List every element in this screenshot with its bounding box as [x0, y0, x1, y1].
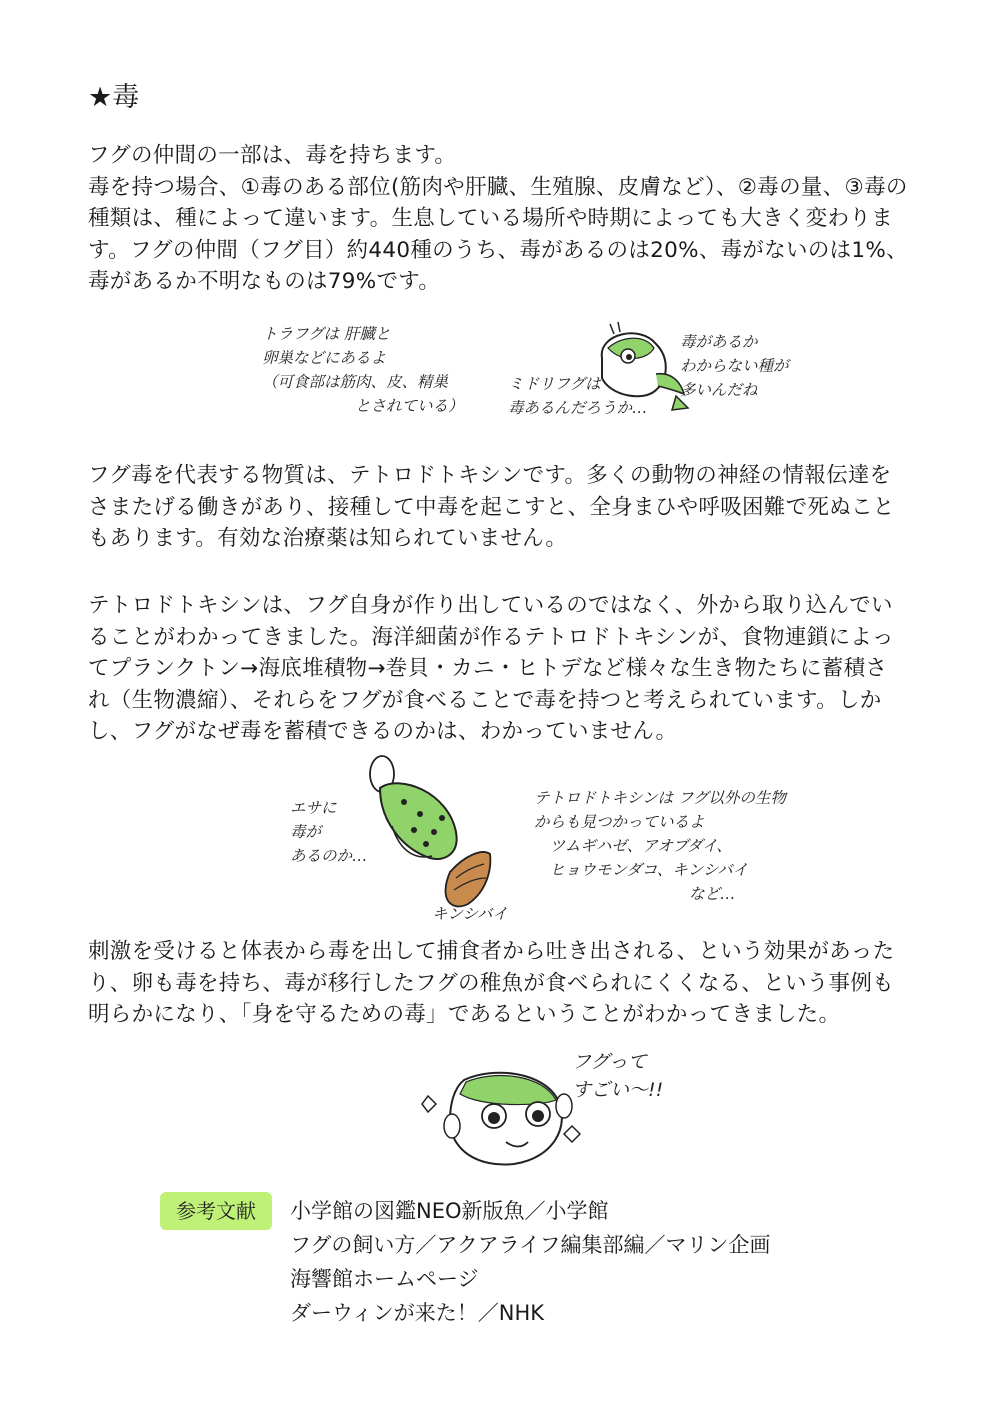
note-torafugu: トラフグは 肝臓と 卵巣などにあるよ （可食部は筋肉、皮、精巣 とされている）: [262, 325, 464, 415]
references-list: [290, 1194, 770, 1330]
reference-item: 小学館の図鑑NEO新版魚／小学館: [290, 1199, 609, 1223]
paragraph-intro: フグの仲間の一部は、毒を持ちます。 毒を持つ場合、①毒のある部位(筋肉や肝臓、生殖腺、皮膚など）、②毒の量、③毒の種類は、種によって違います。生息している場所や時期によっても大きく変わります。フグの仲間（フグ目）約440種のうち、毒があるのは20%、毒がないのは1%、毒があるか不明なものは79%です。: [88, 143, 908, 294]
paragraph-defense: 刺激を受けると体表から毒を出して捕食者から吐き出される、という効果があったり、卵も毒を持ち、毒が移行したフグの稚魚が食べられにくくなる、という事例も明らかになり、「身を守るための毒」であるということがわかってきました。: [88, 939, 895, 1027]
note-sugoi: フグって すごい〜!!: [572, 1051, 664, 1101]
page-heading: ★毒: [88, 82, 140, 113]
reference-item: フグの飼い方／アクアライフ編集部編／マリン企画: [290, 1233, 771, 1257]
paragraph-accumulation: テトロドトキシンは、フグ自身が作り出しているのではなく、外から取り込んでいることがわかってきました。海洋細菌が作るテトロドトキシンが、食物連鎖によってプランクトン→海底堆積物→巻貝・カニ・ヒトデなど様々な生き物たちに蓄積され（生物濃縮）、それらをフグが食べることで毒を持つと考えられています。しかし、フグがなぜ毒を蓄積できるのかは、わかっていません。: [88, 593, 894, 744]
reference-item: ダーウィンが来た！／NHK: [290, 1301, 545, 1325]
note-shell-name: キンシバイ: [432, 905, 508, 923]
note-midorifugu: ミドリフグは 毒あるんだろうか…: [508, 375, 648, 417]
note-unknown-species: 毒があるか わからない種が 多いんだね: [680, 333, 789, 399]
note-esa: エサに 毒が あるのか…: [290, 799, 368, 865]
references-label: 参考文献: [160, 1192, 272, 1230]
paragraph-tetrodotoxin: フグ毒を代表する物質は、テトロドトキシンです。多くの動物の神経の情報伝達をさまたげる働きがあり、接種して中毒を起こすと、全身まひや呼吸困難で死ぬこともあります。有効な治療薬は知られていません。: [88, 463, 895, 551]
happy-pufferfish-illustration: [414, 1060, 594, 1170]
reference-item: 海響館ホームページ: [290, 1267, 479, 1291]
note-tetrodotoxin-sources: テトロドトキシンは フグ以外の生物 からも見つかっているよ ツムギハゼ、アオブダイ、 ヒョウモンダコ、キンシバイ など…: [534, 789, 786, 903]
